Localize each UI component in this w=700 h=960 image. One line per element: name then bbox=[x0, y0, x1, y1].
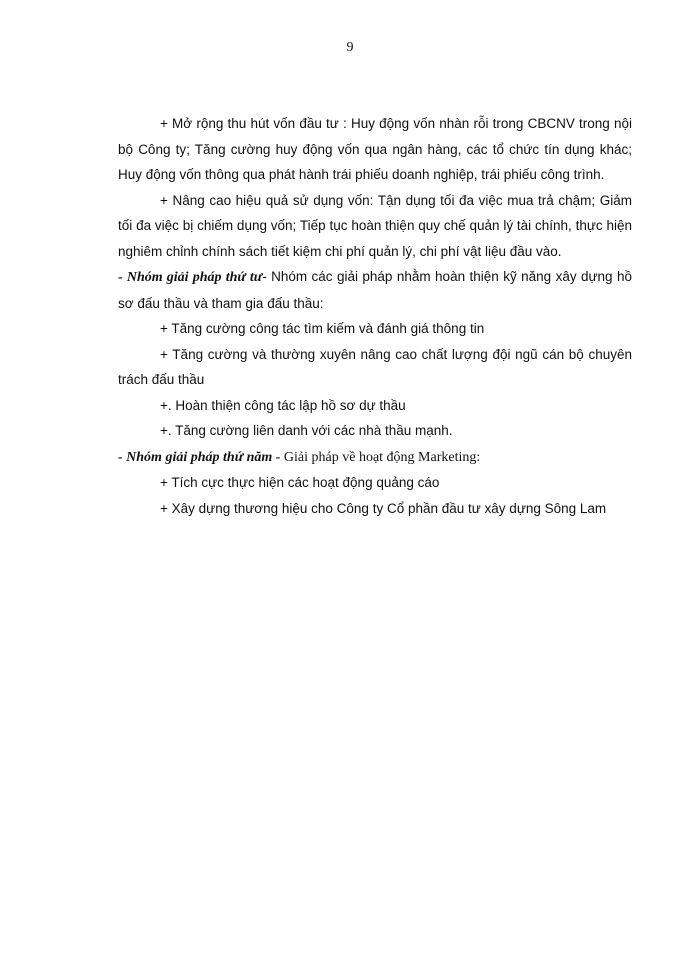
page-number: 9 bbox=[346, 40, 354, 55]
group5-item: + Xây dựng thương hiệu cho Công ty Cổ phần đầu tư xây dựng Sông Lam bbox=[160, 500, 607, 516]
group5-item: + Tích cực thực hiện các hoạt động quảng cáo bbox=[160, 475, 440, 490]
group5-text: Giải pháp về hoạt động Marketing: bbox=[280, 449, 481, 465]
document-body bbox=[118, 111, 632, 521]
paragraph-capital-expansion: + Mở rộng thu hút vốn đầu tư : Huy động vốn nhàn rỗi trong CBCNV trong nội bộ Công ty; Tăng cường huy động vốn qua ngân hàng, các tổ chức tín dụng khác; Huy động vốn thông qua phát hành trái phiếu doanh nghiệp, trái phiếu công trình. bbox=[118, 116, 632, 182]
group4-label: - Nhóm giải pháp thứ tư bbox=[118, 270, 263, 285]
group4-item: +. Hoàn thiện công tác lập hồ sơ dự thầu bbox=[160, 397, 406, 413]
group5-label: - Nhóm giải pháp thứ năm - bbox=[118, 449, 281, 465]
group4-text: - Nhóm các giải pháp nhằm hoàn thiện kỹ năng xây dựng hồ sơ đấu thầu và tham gia đấu thầu: bbox=[118, 269, 632, 311]
group5-heading bbox=[118, 444, 632, 471]
group4-item: + Tăng cường công tác tìm kiếm và đánh giá thông tin bbox=[160, 321, 485, 336]
group4-item: +. Tăng cường liên danh với các nhà thầu mạnh. bbox=[160, 423, 453, 438]
paragraph-capital-efficiency: + Nâng cao hiệu quả sử dụng vốn: Tận dụng tối đa việc mua trả chậm; Giảm tối đa việc bị chiếm dụng vốn; Tiếp tục hoàn thiện quy chế quản lý tài chính, thực hiện nghiêm chỉnh chính sách tiết kiệm chi phí quản lý, chi phí vật liệu đầu vào. bbox=[118, 192, 632, 259]
group4-heading bbox=[118, 264, 632, 316]
group4-item: + Tăng cường và thường xuyên nâng cao chất lượng đội ngũ cán bộ chuyên trách đấu thầu bbox=[118, 346, 632, 387]
